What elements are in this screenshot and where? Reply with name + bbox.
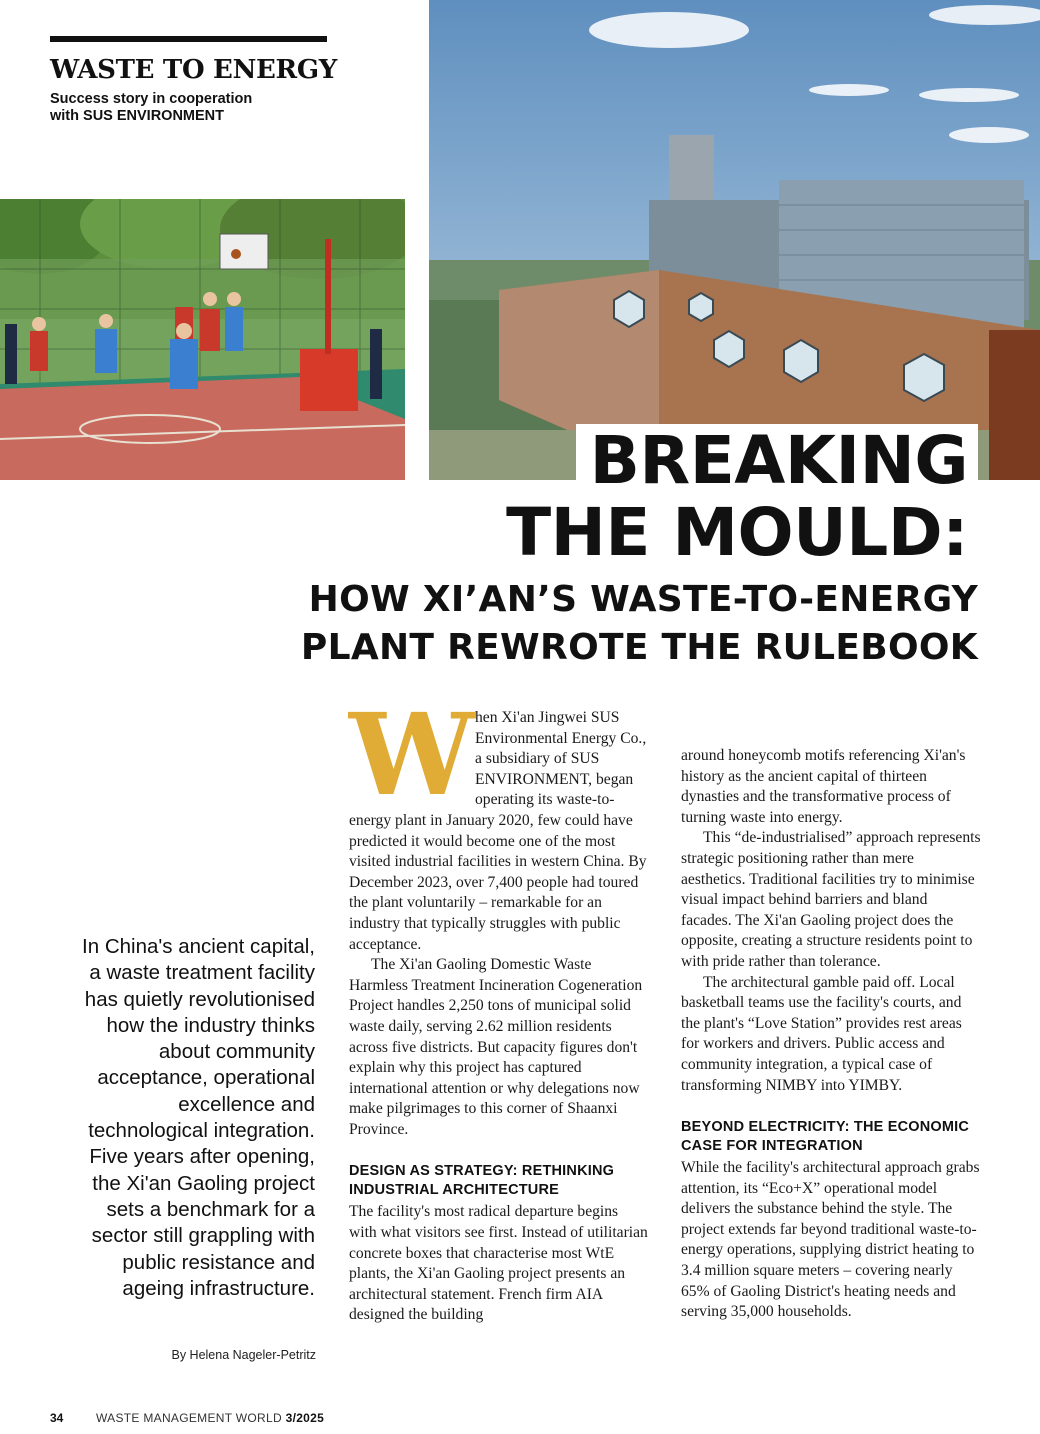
page-number: 34 — [50, 1411, 64, 1425]
magazine-footer — [96, 1411, 324, 1425]
drop-cap: W — [349, 690, 471, 821]
body-paragraph: The architectural gamble paid off. Local basketball teams use the facility's courts, and the plant's “Love Station” provides rest areas for workers and drivers. Public access and community integration, a typical case of transforming NIMBY into YIMBY. — [681, 973, 962, 1094]
body-paragraph: hen Xi'an Jingwei SUS Environmental Energy Co., a subsidiary of SUS ENVIRONMENT, began operating its waste-to-energy plant in January 2020, few could have predicted it would become one of the most visited industrial facilities in western China. By December 2023, over 7,400 people had toured the plant voluntarily – remarkable for an industry that typically struggles with public acceptance. — [349, 709, 647, 953]
plant-photo — [429, 0, 1040, 480]
magazine-name: WASTE MANAGEMENT WORLD — [96, 1411, 282, 1425]
section-heading: BEYOND ELECTRICITY: THE ECONOMIC CASE FOR INTEGRATION — [681, 1119, 970, 1155]
section-subtitle-line1: Success story in cooperation — [50, 91, 253, 107]
body-column-2 — [681, 746, 981, 1323]
section-subtitle-line2: with SUS ENVIRONMENT — [50, 108, 225, 124]
headline-line2: THE MOULD: — [506, 494, 968, 571]
body-paragraph: The Xi'an Gaoling Domestic Waste Harmless Treatment Incineration Cogeneration Project handles 2,250 tons of municipal solid waste daily, serving 2.62 million residents across five districts. But capacity figures don't explain why this project has captured international attention or why delegations now make pilgrimages to this corner of Shaanxi Province. — [349, 956, 643, 1138]
headline — [506, 422, 978, 571]
subheadline-line2: PLANT REWROTE THE RULEBOOK — [300, 627, 978, 668]
issue-number: 3/2025 — [285, 1411, 325, 1425]
subheadline-line1: HOW XI’AN’S WASTE-TO-ENERGY — [308, 579, 978, 620]
section-title: WASTE TO ENERGY — [50, 55, 338, 85]
subheadline — [301, 576, 978, 672]
body-paragraph: The facility's most radical departure begins with what visitors see first. Instead of utilitarian concrete boxes that characterise most WtE plants, the Xi'an Gaoling project presents an architectural statement. French firm AIA designed the building — [349, 1203, 648, 1324]
body-paragraph: around honeycomb motifs referencing Xi'an's history as the ancient capital of thirteen dynasties and the transformative process of turning waste into energy. — [681, 747, 966, 826]
section-rule — [50, 36, 327, 42]
standfirst: In China's ancient capital, a waste treatment facility has quietly revolutionised how the industry thinks about community acceptance, operational excellence and technological integration. Five years after opening, the Xi'an Gaoling project sets a benchmark for a sector still grappling with public resistance and ageing infrastructure. — [82, 935, 315, 1300]
section-subtitle — [50, 91, 330, 125]
headline-line1: BREAKING — [576, 424, 978, 498]
section-heading: DESIGN AS STRATEGY: RETHINKING INDUSTRIAL ARCHITECTURE — [349, 1163, 615, 1199]
body-paragraph: This “de-industrialised” approach represents strategic positioning rather than mere aesthetics. Traditional facilities try to minimise visual impact behind barriers and bland facades. The Xi'an Gaoling project does the opposite, creating a structure residents point to with pride rather than tolerance. — [681, 829, 981, 970]
body-paragraph: While the facility's architectural approach grabs attention, its “Eco+X” operational model delivers the substance behind the style. The project extends far beyond traditional waste-to-energy operations, supplying district heating to 3.4 million square meters – covering nearly 65% of Gaoling District's heating needs and serving 35,000 households. — [681, 1159, 980, 1321]
byline: By Helena Nageler-Petritz — [171, 1348, 316, 1362]
basketball-photo — [0, 199, 405, 480]
body-column-1 — [349, 690, 649, 1326]
